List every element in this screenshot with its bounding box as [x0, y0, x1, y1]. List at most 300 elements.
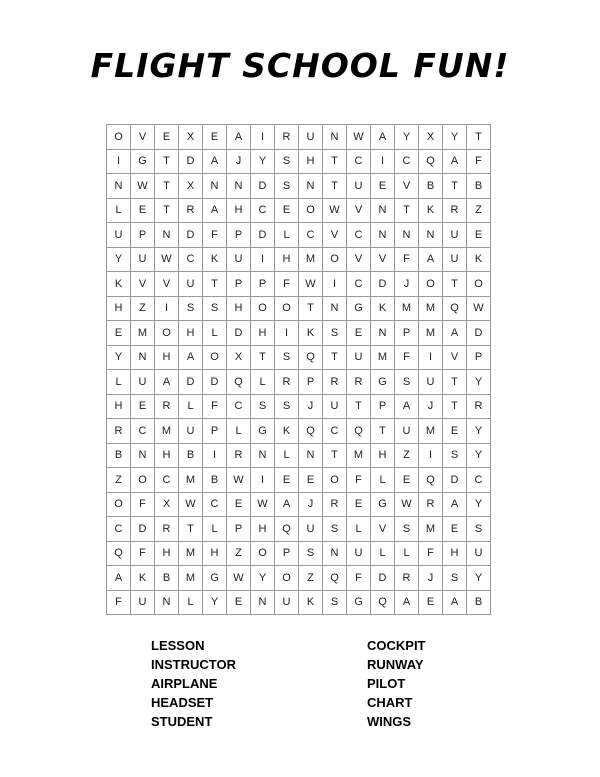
- grid-cell: M: [371, 345, 395, 370]
- grid-cell: E: [155, 125, 179, 150]
- grid-cell: U: [227, 247, 251, 272]
- grid-cell: S: [443, 566, 467, 591]
- grid-cell: N: [299, 174, 323, 199]
- grid-cell: J: [419, 394, 443, 419]
- grid-cell: E: [275, 198, 299, 223]
- grid-cell: K: [299, 590, 323, 615]
- grid-cell: A: [443, 492, 467, 517]
- grid-cell: L: [275, 223, 299, 248]
- grid-cell: G: [131, 149, 155, 174]
- grid-cell: F: [347, 468, 371, 493]
- grid-row: [107, 296, 491, 321]
- grid-cell: S: [275, 394, 299, 419]
- grid-cell: D: [179, 223, 203, 248]
- grid-cell: O: [275, 566, 299, 591]
- grid-row: [107, 492, 491, 517]
- grid-cell: T: [155, 149, 179, 174]
- grid-cell: Q: [275, 517, 299, 542]
- grid-cell: Y: [251, 149, 275, 174]
- grid-cell: J: [395, 272, 419, 297]
- grid-cell: W: [251, 492, 275, 517]
- grid-cell: M: [419, 419, 443, 444]
- grid-cell: H: [443, 541, 467, 566]
- grid-cell: C: [323, 419, 347, 444]
- grid-cell: Y: [107, 247, 131, 272]
- grid-cell: J: [299, 492, 323, 517]
- grid-cell: I: [275, 321, 299, 346]
- grid-cell: X: [179, 125, 203, 150]
- grid-cell: E: [443, 419, 467, 444]
- grid-cell: K: [107, 272, 131, 297]
- grid-cell: K: [131, 566, 155, 591]
- grid-cell: W: [179, 492, 203, 517]
- grid-cell: Q: [443, 296, 467, 321]
- grid-cell: F: [131, 492, 155, 517]
- grid-cell: Y: [467, 566, 491, 591]
- grid-cell: P: [467, 345, 491, 370]
- grid-cell: A: [443, 149, 467, 174]
- grid-cell: X: [419, 125, 443, 150]
- grid-cell: Q: [323, 566, 347, 591]
- grid-cell: E: [443, 517, 467, 542]
- grid-cell: V: [443, 345, 467, 370]
- grid-cell: U: [419, 370, 443, 395]
- grid-cell: N: [323, 125, 347, 150]
- grid-cell: D: [179, 149, 203, 174]
- grid-cell: W: [155, 247, 179, 272]
- grid-cell: Q: [107, 541, 131, 566]
- grid-cell: R: [227, 443, 251, 468]
- grid-cell: D: [371, 566, 395, 591]
- grid-cell: P: [275, 541, 299, 566]
- grid-cell: N: [155, 590, 179, 615]
- grid-cell: V: [347, 247, 371, 272]
- grid-cell: N: [107, 174, 131, 199]
- grid-cell: Z: [467, 198, 491, 223]
- grid-cell: I: [371, 149, 395, 174]
- grid-cell: A: [203, 198, 227, 223]
- grid-cell: M: [131, 321, 155, 346]
- grid-cell: Y: [467, 492, 491, 517]
- grid-cell: G: [203, 566, 227, 591]
- grid-cell: C: [155, 468, 179, 493]
- grid-cell: H: [107, 296, 131, 321]
- grid-cell: E: [299, 468, 323, 493]
- grid-cell: A: [227, 125, 251, 150]
- grid-cell: X: [155, 492, 179, 517]
- grid-cell: H: [227, 296, 251, 321]
- grid-cell: P: [227, 517, 251, 542]
- grid-cell: D: [251, 223, 275, 248]
- grid-cell: M: [179, 468, 203, 493]
- grid-cell: K: [467, 247, 491, 272]
- grid-cell: N: [131, 443, 155, 468]
- grid-cell: G: [371, 492, 395, 517]
- grid-cell: L: [251, 370, 275, 395]
- grid-cell: M: [419, 296, 443, 321]
- grid-cell: U: [107, 223, 131, 248]
- grid-cell: G: [347, 590, 371, 615]
- grid-cell: C: [107, 517, 131, 542]
- grid-cell: U: [131, 247, 155, 272]
- grid-cell: H: [107, 394, 131, 419]
- grid-cell: L: [371, 468, 395, 493]
- grid-cell: N: [323, 296, 347, 321]
- grid-cell: T: [395, 198, 419, 223]
- grid-cell: P: [203, 419, 227, 444]
- grid-cell: P: [371, 394, 395, 419]
- word-list-left: [151, 636, 236, 731]
- grid-cell: Q: [299, 419, 323, 444]
- grid-cell: A: [275, 492, 299, 517]
- grid-cell: T: [155, 174, 179, 199]
- grid-cell: B: [203, 468, 227, 493]
- grid-cell: I: [323, 272, 347, 297]
- grid-cell: O: [299, 198, 323, 223]
- grid-cell: S: [323, 517, 347, 542]
- grid-cell: F: [107, 590, 131, 615]
- grid-cell: B: [179, 443, 203, 468]
- grid-cell: X: [227, 345, 251, 370]
- grid-cell: T: [203, 272, 227, 297]
- grid-cell: U: [467, 541, 491, 566]
- grid-row: [107, 419, 491, 444]
- grid-cell: T: [371, 419, 395, 444]
- grid-cell: H: [227, 198, 251, 223]
- grid-cell: L: [203, 321, 227, 346]
- word-list-item: INSTRUCTOR: [151, 657, 236, 672]
- grid-cell: T: [323, 443, 347, 468]
- grid-cell: F: [275, 272, 299, 297]
- grid-cell: K: [419, 198, 443, 223]
- grid-cell: E: [227, 492, 251, 517]
- grid-cell: O: [251, 541, 275, 566]
- grid-cell: F: [347, 566, 371, 591]
- grid-cell: A: [371, 125, 395, 150]
- grid-cell: D: [443, 468, 467, 493]
- grid-cell: M: [347, 443, 371, 468]
- grid-cell: S: [275, 149, 299, 174]
- grid-cell: Y: [443, 125, 467, 150]
- grid-cell: Y: [467, 443, 491, 468]
- grid-cell: V: [395, 174, 419, 199]
- grid-cell: Y: [203, 590, 227, 615]
- grid-cell: T: [443, 394, 467, 419]
- grid-cell: B: [467, 590, 491, 615]
- grid-cell: Y: [467, 419, 491, 444]
- grid-row: [107, 321, 491, 346]
- word-list-item: HEADSET: [151, 695, 214, 710]
- grid-cell: W: [131, 174, 155, 199]
- grid-cell: U: [179, 419, 203, 444]
- word-list-item: CHART: [367, 695, 413, 710]
- grid-cell: R: [467, 394, 491, 419]
- grid-cell: P: [395, 321, 419, 346]
- grid-cell: O: [419, 272, 443, 297]
- grid-cell: E: [371, 174, 395, 199]
- grid-cell: Q: [299, 345, 323, 370]
- grid-cell: F: [395, 345, 419, 370]
- grid-cell: P: [227, 223, 251, 248]
- word-list-item: RUNWAY: [367, 657, 424, 672]
- grid-row: [107, 590, 491, 615]
- grid-cell: M: [179, 566, 203, 591]
- grid-cell: N: [251, 443, 275, 468]
- grid-cell: T: [467, 125, 491, 150]
- grid-cell: C: [131, 419, 155, 444]
- grid-row: [107, 174, 491, 199]
- grid-cell: H: [203, 541, 227, 566]
- grid-cell: W: [227, 566, 251, 591]
- grid-cell: D: [227, 321, 251, 346]
- grid-cell: N: [323, 541, 347, 566]
- grid-cell: C: [227, 394, 251, 419]
- grid-cell: O: [203, 345, 227, 370]
- grid-cell: G: [347, 296, 371, 321]
- grid-cell: U: [299, 125, 323, 150]
- grid-cell: K: [275, 419, 299, 444]
- grid-cell: I: [203, 443, 227, 468]
- grid-cell: A: [419, 247, 443, 272]
- grid-cell: T: [299, 296, 323, 321]
- grid-cell: D: [131, 517, 155, 542]
- grid-cell: R: [275, 370, 299, 395]
- grid-cell: C: [467, 468, 491, 493]
- grid-row: [107, 517, 491, 542]
- grid-cell: D: [203, 370, 227, 395]
- grid-cell: E: [395, 468, 419, 493]
- grid-cell: V: [131, 125, 155, 150]
- grid-cell: S: [275, 174, 299, 199]
- grid-cell: D: [371, 272, 395, 297]
- word-list-item: STUDENT: [151, 714, 213, 729]
- grid-cell: J: [227, 149, 251, 174]
- grid-row: [107, 468, 491, 493]
- grid-cell: Q: [419, 149, 443, 174]
- grid-cell: U: [347, 345, 371, 370]
- grid-cell: U: [299, 517, 323, 542]
- grid-cell: E: [275, 468, 299, 493]
- grid-cell: A: [203, 149, 227, 174]
- grid-cell: S: [299, 541, 323, 566]
- grid-cell: N: [395, 223, 419, 248]
- grid-row: [107, 125, 491, 150]
- grid-row: [107, 370, 491, 395]
- grid-cell: L: [107, 198, 131, 223]
- grid-cell: T: [251, 345, 275, 370]
- grid-cell: U: [443, 247, 467, 272]
- grid-cell: N: [371, 198, 395, 223]
- grid-cell: E: [347, 321, 371, 346]
- grid-cell: E: [131, 198, 155, 223]
- grid-cell: O: [131, 468, 155, 493]
- grid-cell: T: [323, 345, 347, 370]
- grid-cell: R: [323, 492, 347, 517]
- grid-cell: N: [131, 345, 155, 370]
- grid-cell: H: [275, 247, 299, 272]
- grid-cell: F: [419, 541, 443, 566]
- grid-cell: K: [371, 296, 395, 321]
- grid-cell: J: [299, 394, 323, 419]
- grid-cell: A: [443, 321, 467, 346]
- grid-cell: S: [251, 394, 275, 419]
- grid-cell: F: [467, 149, 491, 174]
- grid-cell: T: [155, 198, 179, 223]
- grid-cell: O: [107, 125, 131, 150]
- grid-cell: E: [203, 125, 227, 150]
- grid-cell: E: [227, 590, 251, 615]
- grid-cell: U: [131, 590, 155, 615]
- grid-cell: S: [467, 517, 491, 542]
- grid-cell: H: [155, 345, 179, 370]
- grid-cell: I: [251, 247, 275, 272]
- grid-cell: Q: [371, 590, 395, 615]
- grid-cell: L: [203, 517, 227, 542]
- grid-cell: N: [227, 174, 251, 199]
- grid-cell: I: [107, 149, 131, 174]
- grid-cell: H: [251, 321, 275, 346]
- grid-cell: O: [251, 296, 275, 321]
- grid-cell: O: [323, 247, 347, 272]
- grid-cell: U: [347, 174, 371, 199]
- grid-row: [107, 272, 491, 297]
- grid-cell: Z: [395, 443, 419, 468]
- grid-cell: C: [347, 272, 371, 297]
- grid-cell: A: [107, 566, 131, 591]
- grid-row: [107, 541, 491, 566]
- grid-cell: C: [395, 149, 419, 174]
- grid-cell: H: [299, 149, 323, 174]
- grid-cell: N: [419, 223, 443, 248]
- grid-cell: V: [371, 517, 395, 542]
- page-title: FLIGHT SCHOOL FUN!: [90, 46, 510, 85]
- grid-cell: G: [371, 370, 395, 395]
- grid-cell: Q: [227, 370, 251, 395]
- word-list-item: WINGS: [367, 714, 412, 729]
- grid-cell: F: [395, 247, 419, 272]
- grid-cell: Y: [467, 370, 491, 395]
- grid-cell: V: [323, 223, 347, 248]
- grid-cell: S: [275, 345, 299, 370]
- grid-cell: O: [323, 468, 347, 493]
- grid-cell: R: [275, 125, 299, 150]
- grid-cell: A: [395, 590, 419, 615]
- grid-cell: W: [347, 125, 371, 150]
- grid-cell: K: [299, 321, 323, 346]
- grid-cell: I: [251, 125, 275, 150]
- grid-cell: F: [131, 541, 155, 566]
- grid-cell: B: [107, 443, 131, 468]
- grid-cell: M: [299, 247, 323, 272]
- grid-cell: V: [347, 198, 371, 223]
- grid-cell: P: [227, 272, 251, 297]
- grid-cell: S: [443, 443, 467, 468]
- grid-cell: V: [371, 247, 395, 272]
- grid-cell: O: [467, 272, 491, 297]
- grid-row: [107, 443, 491, 468]
- grid-cell: Q: [419, 468, 443, 493]
- word-search-grid: [106, 124, 491, 615]
- grid-cell: E: [419, 590, 443, 615]
- grid-cell: N: [371, 321, 395, 346]
- grid-cell: D: [467, 321, 491, 346]
- grid-cell: U: [131, 370, 155, 395]
- grid-cell: D: [251, 174, 275, 199]
- grid-cell: L: [371, 541, 395, 566]
- grid-cell: R: [419, 492, 443, 517]
- grid-row: [107, 394, 491, 419]
- grid-cell: L: [395, 541, 419, 566]
- grid-cell: U: [347, 541, 371, 566]
- grid-cell: C: [203, 492, 227, 517]
- grid-cell: Z: [227, 541, 251, 566]
- word-list-item: COCKPIT: [367, 638, 426, 653]
- grid-cell: A: [443, 590, 467, 615]
- grid-cell: C: [179, 247, 203, 272]
- grid-cell: P: [299, 370, 323, 395]
- grid-cell: Z: [131, 296, 155, 321]
- grid-cell: I: [419, 345, 443, 370]
- grid-cell: L: [179, 590, 203, 615]
- grid-cell: U: [395, 419, 419, 444]
- grid-cell: W: [299, 272, 323, 297]
- grid-cell: M: [419, 321, 443, 346]
- grid-cell: E: [467, 223, 491, 248]
- grid-cell: T: [443, 370, 467, 395]
- grid-cell: N: [155, 223, 179, 248]
- grid-cell: G: [251, 419, 275, 444]
- grid-cell: C: [347, 149, 371, 174]
- grid-cell: O: [275, 296, 299, 321]
- grid-cell: T: [443, 174, 467, 199]
- grid-cell: P: [251, 272, 275, 297]
- grid-cell: U: [323, 394, 347, 419]
- grid-cell: T: [323, 149, 347, 174]
- grid-cell: H: [371, 443, 395, 468]
- grid-cell: A: [179, 345, 203, 370]
- grid-cell: L: [179, 394, 203, 419]
- grid-cell: I: [419, 443, 443, 468]
- grid-row: [107, 149, 491, 174]
- grid-cell: Y: [395, 125, 419, 150]
- grid-cell: N: [371, 223, 395, 248]
- grid-cell: M: [419, 517, 443, 542]
- grid-cell: E: [131, 394, 155, 419]
- grid-cell: W: [227, 468, 251, 493]
- grid-cell: N: [299, 443, 323, 468]
- grid-cell: B: [467, 174, 491, 199]
- grid-cell: R: [323, 370, 347, 395]
- grid-cell: W: [467, 296, 491, 321]
- grid-cell: R: [107, 419, 131, 444]
- grid-cell: T: [179, 517, 203, 542]
- grid-cell: N: [251, 590, 275, 615]
- grid-cell: S: [179, 296, 203, 321]
- grid-cell: B: [155, 566, 179, 591]
- grid-cell: H: [251, 517, 275, 542]
- grid-cell: X: [179, 174, 203, 199]
- grid-cell: H: [179, 321, 203, 346]
- grid-cell: M: [155, 419, 179, 444]
- grid-cell: F: [203, 394, 227, 419]
- grid-cell: T: [323, 174, 347, 199]
- grid-cell: B: [419, 174, 443, 199]
- grid-row: [107, 247, 491, 272]
- grid-cell: E: [347, 492, 371, 517]
- grid-cell: L: [275, 443, 299, 468]
- grid-cell: L: [107, 370, 131, 395]
- grid-row: [107, 223, 491, 248]
